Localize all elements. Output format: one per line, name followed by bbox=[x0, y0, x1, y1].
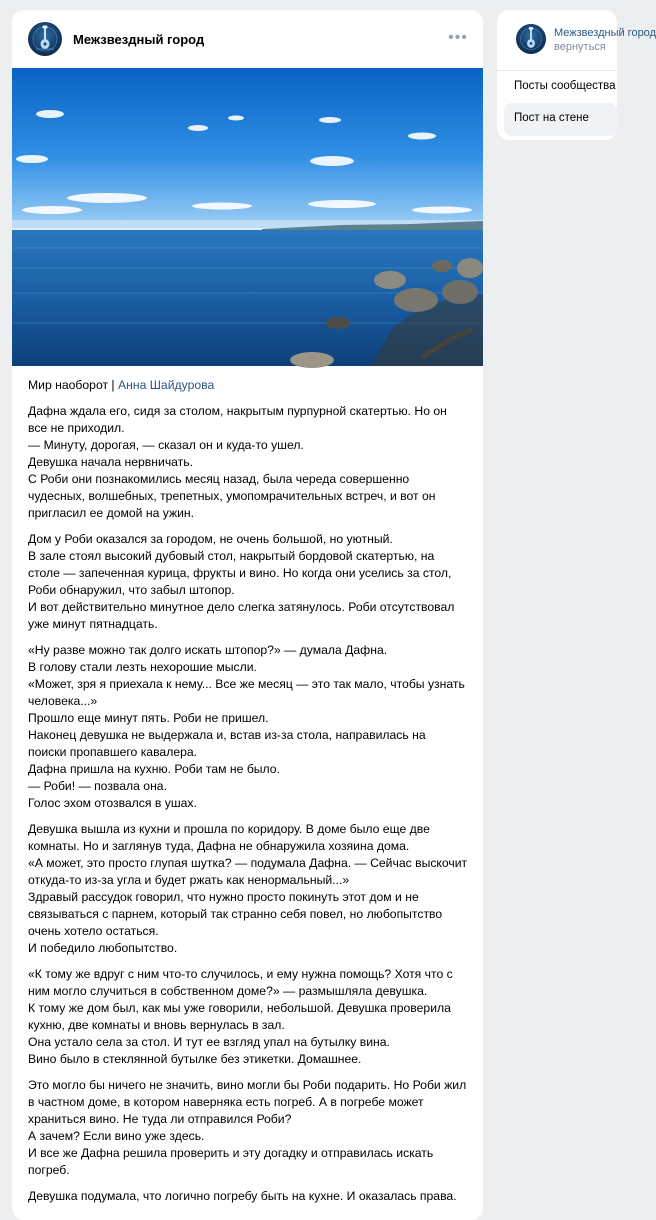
group-avatar[interactable] bbox=[28, 22, 62, 56]
guitar-logo-icon bbox=[516, 24, 546, 54]
post-paragraphs bbox=[28, 403, 470, 1205]
post-paragraph bbox=[28, 821, 470, 957]
text-line: Она устало села за стол. И тут ее взгляд упал на бутылку вина. bbox=[28, 1035, 390, 1049]
post-paragraph bbox=[28, 1188, 470, 1205]
text-line: В зале стоял высокий дубовый стол, накрытый бордовой скатертью, на bbox=[28, 549, 435, 563]
text-line: человека...» bbox=[28, 694, 98, 708]
author-link[interactable]: Анна Шайдурова bbox=[118, 378, 215, 392]
text-line: И все же Дафна решила проверить и эту догадку и отправилась искать bbox=[28, 1146, 434, 1160]
lake-photo bbox=[12, 68, 483, 366]
text-line: Девушка вышла из кухни и прошла по коридору. В доме было еще две bbox=[28, 822, 430, 836]
post-paragraph bbox=[28, 531, 470, 633]
post-card bbox=[12, 10, 483, 1220]
text-line: Дом у Роби оказался за городом, не очень большой, но уютный. bbox=[28, 532, 393, 546]
title-separator: | bbox=[108, 378, 118, 392]
text-line: Дафна ждала его, сидя за столом, накрытым пурпурной скатертью. Но он bbox=[28, 404, 447, 418]
text-line: «Может, зря я приехала к нему... Все же месяц — это так мало, чтобы узнать bbox=[28, 677, 465, 691]
post-paragraph bbox=[28, 966, 470, 1068]
text-line: пригласил ее домой на ужин. bbox=[28, 506, 195, 520]
text-line: Дафна пришла на кухню. Роби там не было. bbox=[28, 762, 280, 776]
text-line: поиски пропавшего кавалера. bbox=[28, 745, 198, 759]
text-line: «А может, это просто глупая шутка? — подумала Дафна. — Сейчас выскочит bbox=[28, 856, 468, 870]
text-line: В голову стали лезть нехорошие мысли. bbox=[28, 660, 257, 674]
text-line: С Роби они познакомились месяц назад, была череда совершенно bbox=[28, 472, 410, 486]
text-line: «К тому же вдруг с ним что-то случилось, и ему нужна помощь? Хотя что с bbox=[28, 967, 453, 981]
text-line: А зачем? Если вино уже здесь. bbox=[28, 1129, 205, 1143]
text-line: откуда-то из-за угла и будет ржать как ненормальный...» bbox=[28, 873, 350, 887]
sidebar-group-name[interactable]: Межзвездный город bbox=[554, 27, 656, 39]
sidebar-item-wall-post[interactable] bbox=[504, 103, 617, 136]
post-header bbox=[12, 10, 483, 68]
post-title bbox=[28, 377, 470, 394]
post-paragraph bbox=[28, 642, 470, 812]
sidebar-item-label: Пост на стене bbox=[514, 112, 589, 124]
post-image[interactable] bbox=[12, 68, 483, 366]
text-line: чудесных, волшебных, трепетных, умопомрачительных встреч, и вот он bbox=[28, 489, 436, 503]
text-line: комнаты. Но и заглянув туда, Дафна не обнаружила хозяина дома. bbox=[28, 839, 410, 853]
text-line: Роби обнаружил, что забыл штопор. bbox=[28, 583, 235, 597]
text-line: «Ну разве можно так долго искать штопор?» — думала Дафна. bbox=[28, 643, 388, 657]
post-paragraph bbox=[28, 1077, 470, 1179]
text-line: уже минут пятнадцать. bbox=[28, 617, 158, 631]
text-line: погреб. bbox=[28, 1163, 70, 1177]
text-line: кухню, две комнаты и вновь вернулась в зал. bbox=[28, 1018, 285, 1032]
text-line: ним могло случиться в собственном доме?» — размышляла девушка. bbox=[28, 984, 428, 998]
post-title-text: Мир наоборот bbox=[28, 378, 109, 392]
text-line: Здравый рассудок говорил, что нужно просто покинуть этот дом и не bbox=[28, 890, 419, 904]
text-line: И вот действительно минутное дело слегка затянулось. Роби отсутствовал bbox=[28, 600, 455, 614]
text-line: столе — запеченная курица, фрукты и вино. Но когда они уселись за стол, bbox=[28, 566, 452, 580]
text-line: очень хотело остаться. bbox=[28, 924, 159, 938]
text-line: Это могло бы ничего не значить, вино могли бы Роби подарить. Но Роби жил bbox=[28, 1078, 467, 1092]
text-line: — Роби! — позвала она. bbox=[28, 779, 167, 793]
sidebar-group-avatar[interactable] bbox=[516, 24, 546, 54]
text-line: связываться с парнем, который так странно себя повел, но любопытство bbox=[28, 907, 443, 921]
divider bbox=[497, 70, 617, 71]
post-paragraph bbox=[28, 403, 470, 522]
back-link[interactable]: вернуться bbox=[554, 41, 606, 53]
post-text bbox=[28, 377, 470, 1214]
text-line: все не приходил. bbox=[28, 421, 125, 435]
text-line: в частном доме, в котором наверняка есть погреб. А в погребе может bbox=[28, 1095, 424, 1109]
text-line: К тому же дом был, как мы уже говорили, небольшой. Девушка проверила bbox=[28, 1001, 451, 1015]
text-line: Прошло еще минут пять. Роби не пришел. bbox=[28, 711, 269, 725]
text-line: Девушка подумала, что логично погребу быть на кухне. И оказалась права. bbox=[28, 1189, 457, 1203]
text-line: Вино было в стеклянной бутылке без этикетки. Домашнее. bbox=[28, 1052, 362, 1066]
more-options-icon[interactable]: ••• bbox=[448, 29, 468, 46]
text-line: Наконец девушка не выдержала и, встав из-за стола, направилась на bbox=[28, 728, 426, 742]
sidebar-card bbox=[497, 10, 656, 140]
text-line: — Минуту, дорогая, — сказал он и куда-то ушел. bbox=[28, 438, 304, 452]
text-line: храниться вино. Не туда ли отправился Роби? bbox=[28, 1112, 292, 1126]
text-line: И победило любопытство. bbox=[28, 941, 178, 955]
text-line: Девушка начала нервничать. bbox=[28, 455, 193, 469]
guitar-logo-icon bbox=[28, 22, 62, 56]
group-name[interactable]: Межзвездный город bbox=[73, 32, 205, 47]
text-line: Голос эхом отозвался в ушах. bbox=[28, 796, 197, 810]
sidebar-item-community-posts[interactable]: Посты сообщества bbox=[514, 80, 616, 92]
